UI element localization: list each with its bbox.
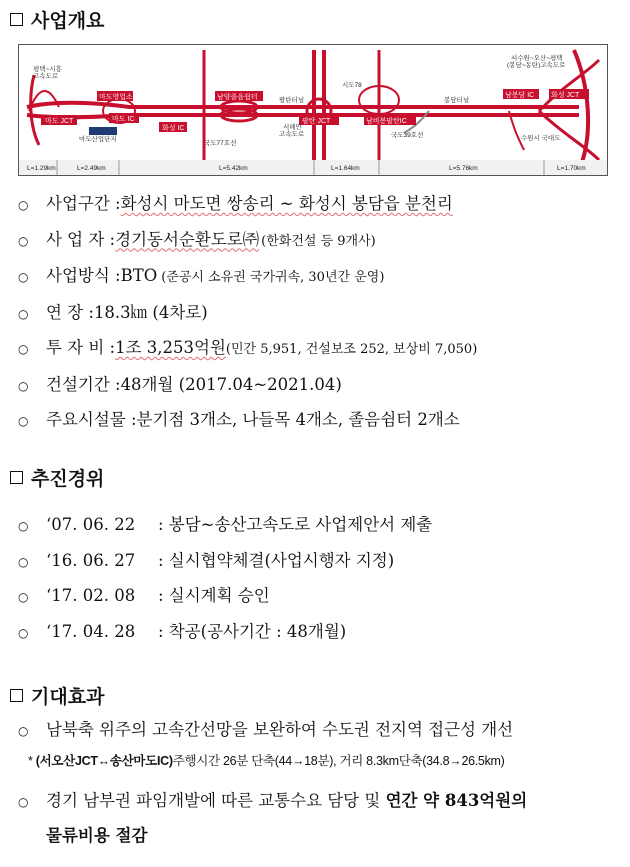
progress-item xyxy=(18,615,620,651)
overview-item: ○ 사 업 자 : 경기동서순환도로㈜ (한화건설 등 9개사) xyxy=(18,223,620,260)
label-suwon-expressway: 서수원~오산~평택 xyxy=(511,55,563,62)
bullet-icon: ○ xyxy=(18,414,29,428)
bullet-icon: ○ xyxy=(18,795,29,809)
overview-extra: (한화건설 등 9개사) xyxy=(261,233,376,249)
bullet-icon: ○ xyxy=(18,625,29,640)
progress-text: : 실시협약체결(사업시행자 지정) xyxy=(158,550,395,570)
progress-text: : 착공(공사기간 : 48개월) xyxy=(158,621,347,641)
overview-extra: (민간 5,951, 건설보조 252, 보상비 7,050) xyxy=(225,342,478,357)
label-pyeongtaek: 평택~시흥 xyxy=(33,66,62,73)
progress-text: : 봉담~송산고속도로 사업제안서 제출 xyxy=(158,515,433,534)
label-route39: 국도39호선 xyxy=(391,132,424,139)
overview-item: ○ 건설기간 : 48개월 (2017.04~2021.04) xyxy=(18,368,620,404)
note-bold: (서오산JCT↔송산마도IC) xyxy=(35,754,173,768)
overview-item: ○ 투 자 비 : 1조 3,253억원 (민간 5,951, 건설보조 252, 보상비 7,050) xyxy=(18,331,620,368)
label-hwaseong-ic: 화성 IC xyxy=(162,125,185,132)
effect-item-2 xyxy=(18,784,622,853)
label-suwon-expressway-2: (봉담~동탄)고속도로 xyxy=(507,62,566,69)
effect-note xyxy=(28,751,505,769)
segment-4: L=1.64km xyxy=(331,165,360,172)
effect-text-2a: 경기 남부권 파임개발에 따른 교통수요 담당 및 xyxy=(46,791,386,810)
overview-item: ○ 사업구간 : 화성시 마도면 쌍송리 ~ 화성시 봉담읍 분천리 xyxy=(18,187,620,223)
bullet-icon: ○ xyxy=(18,306,29,321)
effect-text-2b: 연간 약 843억원의 xyxy=(385,791,528,810)
bullet-icon: ○ xyxy=(18,233,29,248)
label-mado-jct: 마도 JCT xyxy=(45,118,74,125)
bullet-icon: ○ xyxy=(18,519,29,533)
progress-date: ‘17. 02. 08 xyxy=(46,586,136,605)
label-paltan-tunnel: 팔탄터널 xyxy=(279,97,305,104)
section-title-effects: 기대효과 xyxy=(10,682,104,709)
bullet-icon: ○ xyxy=(18,342,29,356)
overview-list xyxy=(18,187,620,439)
label-hwaseong-jct: 화성 JCT xyxy=(551,92,580,99)
segment-1: L=1.29km xyxy=(27,165,56,172)
checkbox-icon xyxy=(10,471,23,484)
label-route77: 국도77호선 xyxy=(204,140,237,147)
label-bongdam-ic: 남봉담 IC xyxy=(505,92,535,99)
overview-extra: (준공시 소유권 국가귀속, 30년간 운영) xyxy=(161,270,385,285)
progress-text: : 실시계획 승인 xyxy=(158,586,270,605)
overview-item: ○ 연 장 : 18.3㎞ (4차로) xyxy=(18,296,620,332)
effect-text-2c: 물류비용 절감 xyxy=(46,826,148,845)
effect-item-1 xyxy=(18,713,622,748)
effect-text-1: 남북축 위주의 고속간선망을 보완하여 수도권 전지역 접근성 개선 xyxy=(46,720,514,739)
label-bongdam-tunnel: 봉담터널 xyxy=(444,97,470,104)
bullet-icon: ○ xyxy=(18,270,29,284)
segment-5: L=5.76km xyxy=(449,165,478,172)
progress-date: ‘16. 06. 27 xyxy=(46,550,136,570)
progress-item xyxy=(18,579,620,615)
label-paltan-jct: 팔탄 JCT xyxy=(302,118,331,125)
note-prefix: * xyxy=(28,754,36,768)
bullet-icon: ○ xyxy=(18,378,29,393)
checkbox-icon xyxy=(10,13,23,26)
section-title-progress: 추진경위 xyxy=(10,464,104,491)
progress-item xyxy=(18,508,620,544)
label-namyang-rest: 남양졸음쉼터 xyxy=(217,94,258,101)
progress-list xyxy=(18,508,620,650)
label-pyeongtaek-2: 고속도로 xyxy=(33,73,59,80)
label-route78: 시도78 xyxy=(342,82,362,89)
note-text: 주행시간 26분 단축(44→18분), 거리 8.3km단축(34.8→26.5km) xyxy=(172,754,505,768)
label-mado-rest: 마도영업소 xyxy=(99,94,133,101)
route-map-svg xyxy=(19,45,607,175)
bullet-icon: ○ xyxy=(18,724,29,738)
segment-2: L=2.49km xyxy=(77,165,106,172)
bullet-icon: ○ xyxy=(18,590,29,604)
section-title-overview: 사업개요 xyxy=(10,6,104,33)
label-seohaean-2: 고속도로 xyxy=(279,131,305,138)
segment-3: L=5.42km xyxy=(219,165,248,172)
progress-date: ‘17. 04. 28 xyxy=(46,621,136,641)
overview-item: ○ 주요시설물 : 분기점 3개소, 나들목 4개소, 졸음쉼터 2개소 xyxy=(18,403,620,439)
label-mado-industrial: 마도산업단지 xyxy=(79,136,117,143)
progress-date: ‘07. 06. 22 xyxy=(46,515,136,534)
label-seohaean: 서해안 xyxy=(283,124,302,131)
label-suwon-route: 수원시 국대도 xyxy=(521,135,561,142)
overview-item: ○ 사업방식 : BTO (준공시 소유권 국가귀속, 30년간 운영) xyxy=(18,259,620,296)
segment-6: L=1.70km xyxy=(557,165,586,172)
checkbox-icon xyxy=(10,689,23,702)
route-diagram xyxy=(18,44,608,176)
label-namyang-ic: 남비봉팔탄IC xyxy=(366,118,407,125)
bullet-icon: ○ xyxy=(18,198,29,212)
label-mado-ic: 마도 IC xyxy=(112,116,135,123)
bullet-icon: ○ xyxy=(18,554,29,569)
progress-item xyxy=(18,544,620,580)
